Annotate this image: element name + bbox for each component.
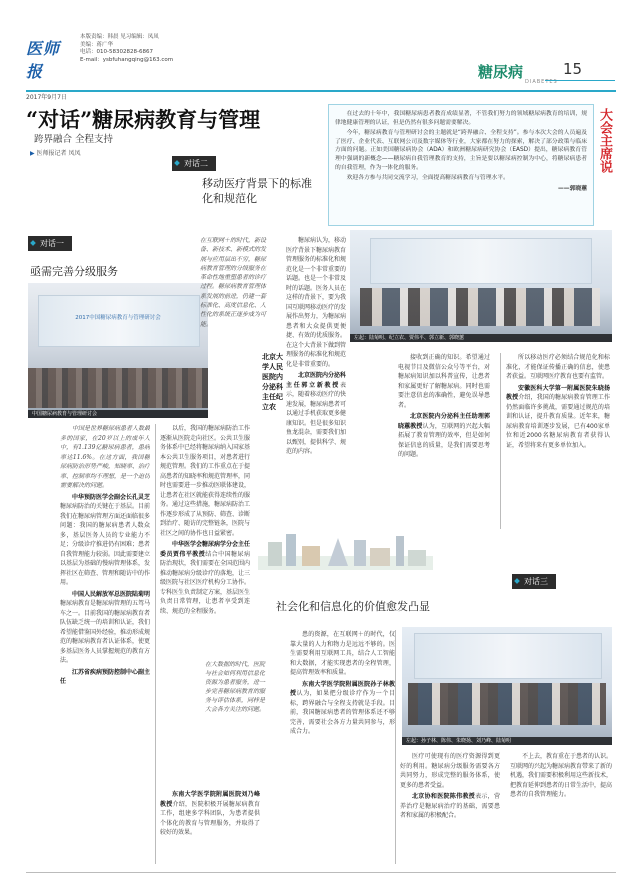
byline [30, 148, 80, 157]
paragraph-text: 介绍，医院积极开展糖尿病教育工作，组建多学科团队，为患者提供个体化的教育与管理服务，并取得了较好的效果。 [160, 800, 260, 836]
dialogue1-tag: 对话一 [28, 236, 72, 251]
intro-side-label: 大会主席说 [597, 108, 612, 173]
header-rule [26, 90, 616, 92]
issue-date: 2017年9月7日 [26, 94, 67, 101]
photo-caption: 左起：陆菊明、纪立农、贾伟平、郭立新、郭晓蕙 [350, 334, 612, 342]
photo-panel-3 [402, 627, 612, 745]
dialogue1-col3 [160, 790, 260, 865]
paragraph-text: 糖尿病教育是糖尿病管理的五驾马车之一。目前我国的糖尿病教育者队伍缺乏统一的培训和认证，我们希望能借鉴国外经验，推动形成规范的糖尿病教育者认证体系，使更多基层医务人员掌握规范的教育方法。 [60, 600, 150, 664]
section-en: DIABETES [525, 79, 558, 85]
paragraph-text: 接收到正确的知识。希望通过电视节目及微信公众号等平台，对糖尿病知识加以科普宣传，让患者和家属更好了解糖尿病。同时也需要注意信息的准确性，避免误导患者。 [398, 354, 490, 409]
speaker-name: 中国人民解放军总医院陆菊明 [72, 590, 150, 598]
dialogue2-tag: 对话二 [172, 156, 216, 171]
speaker-name: 北京医院内分泌科主任助理郭晓蕙教授 [398, 413, 490, 430]
banner-text: 2017中国糖尿病教育与管理研讨会 [75, 315, 161, 321]
speaker-name: 安徽医科大学第一附属医院朱晓扬教授 [506, 384, 610, 401]
speaker-name: 江苏省疾病预防控制中心副主任 [60, 668, 150, 685]
stage-banner [414, 633, 602, 679]
panel-speakers [408, 683, 606, 725]
section-badge [478, 61, 538, 79]
editor-info [80, 34, 200, 64]
photo-panel-2 [350, 230, 612, 342]
paragraph-text: 医疗可使现有的医疗资源得到更好的利用。糖尿病分级服务需要各方共同努力，形成完整的服务体系，使更多的患者受益。 [400, 753, 500, 789]
paragraph-text: 糖尿病认为，移动医疗背景下糖尿病教育管理服务的标准化和规范化是一个非常重要的话题。也是一个非常及时的话题。医务人员在这样的背景下，要为我国互联网移动医疗的发展作出努力，为糖尿病患者和大众提供更便捷、有效的优质服务。在这个大背景下做到管理服务的标准化和规范化是非常重要的。 [286, 237, 346, 368]
editor-line: 美编：蒋广华 [80, 41, 114, 48]
section-title: 糖尿病 [478, 63, 524, 81]
dialogue1-col1 [60, 424, 150, 862]
city-skyline-illustration [258, 520, 433, 570]
page-number: 15 [563, 60, 583, 78]
paragraph-text: 认为，互联网的兴起大幅拓展了教育管理的效率，但是如何保证信息的质量，是我们需要思考的问题。 [398, 422, 490, 458]
dialogue2-side-lead: 北京大学人民医院内分泌科主任纪立农 [262, 353, 283, 411]
dialogue2-quote: 在互联网＋的时代，新设备、新技术、新模式的发展与应用层出不穷，糖尿病教育管理的分级服务在革命性地重塑患者的诊疗过程。糖尿病教育管理体系发展的前进，仍建一套标准化、高度信息化、人性化的系统正逐步成为可能。 [200, 237, 267, 328]
intro-box [328, 104, 594, 226]
editor-line: E-mail：ysbfuhangqing@163.com [80, 56, 174, 63]
speaker-name: 东南大学医学院附属医院刘乃峰教授 [160, 791, 260, 808]
dialogue2-col2 [398, 353, 490, 529]
article-title: “对话”糖尿病教育与管理 [26, 107, 261, 132]
intro-paragraph: 在过去的十年中，我国糖尿病患者教育成绩显著，不管我们努力的领域糖尿病教育的培训，规律地健康管理的认证，但是仍然有很多问题需要解决。 [335, 111, 587, 126]
audience [28, 368, 208, 408]
intro-signature: ——郭晓蕙 [558, 185, 587, 192]
paragraph-text: 认为，如果把分级诊疗作为一个目标，跨界融合与全程支持就是手段。目前，我国糖尿病患者的管理体系还不够完善，需要社会各方力量共同参与，形成合力。 [290, 690, 395, 735]
byline-icon: ▶ [30, 150, 35, 157]
dialogue1-quote2: 在大数据的时代，医院与社会如何利用信息化资源为患者服务，进一步完善糖尿病教育的服务与评估体系，同样是大会各方关注的问题。 [205, 661, 266, 713]
paragraph-text: 表示，随着移动医疗的快速发展，糖尿病患者可以通过手机获取更多健康知识。但是很多知识鱼龙混杂，需要我们加以甄别，提供科学、规范的内容。 [286, 381, 346, 455]
intro-paragraph: 欢迎各方参与共同交流学习，全面提高糖尿病教育与管理水平。 [346, 175, 509, 182]
paragraph-text: 介绍，我国的糖尿病教育管理工作仍然面临许多挑战，需要通过规范的培训和认证，提升教育质量。近年来，糖尿病教育培训逐步发展，已有400家单位和近2000名糖尿病教育者获得认证，希望将来有更多单位加入。 [506, 394, 610, 449]
dialogue2-col1 [286, 236, 346, 474]
stage-banner [38, 295, 200, 347]
footer-rule [26, 872, 616, 873]
panel-speakers [360, 288, 600, 326]
page-number-bar [545, 60, 615, 81]
paragraph-text: 以后，我国的糖尿病防治工作逐渐从医院走向社区。公共卫生服务体系中已经将糖尿病纳入国家基本公共卫生服务项目，对患者进行规范管理。我们的工作重点在于提高患者的知晓率和规范管理率，同时也需要进一步推动医联体建设，让患者在社区就能获得连续性的服务。通过这些措施，糖尿病防治工作逐步形成了从预防、筛查、诊断到治疗、随访的完整链条，医院与社区之间的协作也日益紧密。 [160, 425, 250, 537]
paragraph-text: 不上去，教育重在于患者的认识。互联网的兴起为糖尿病教育带来了新的机遇，我们需要积极利用这些新技术，把教育延伸到患者的日常生活中，提高患者的自我管理能力。 [510, 753, 612, 798]
paragraph-text: 患的资源，在互联网＋的时代，仅靠大量的人力和物力是远远不够的。医生需要利用互联网工具，结合人工智能和大数据，才能实现患者的全程管理，提高管理效率和质量。 [290, 631, 395, 676]
paragraph-text: 表示，营养治疗是糖尿病治疗的基础，需要患者和家属的积极配合。 [400, 793, 500, 819]
column-divider [500, 353, 501, 529]
paragraph-text: 糖尿病防治的关键在于基层。目前我们在糖尿病管理方面还面临很多问题：我国的糖尿病患者人数众多，基层医务人员的专业能力不足；分级诊疗推进仍有困难；患者自我管理能力较弱。因此需要建立以基层为基础的慢病管理体系，发挥社区在筛查、管理和随访中的作用。 [60, 503, 150, 586]
photo-caption: 左起：孙子林、陈伟、朱晓扬、刘乃峰、陆菊明 [402, 737, 612, 745]
dialogue3-col1 [290, 630, 395, 865]
masthead-logo [26, 36, 76, 101]
byline-text: 医师报记者 凤凤 [36, 150, 81, 157]
dialogue1-heading: 亟需完善分级服务 [30, 265, 118, 278]
dialogue3-heading: 社会化和信息化的价值愈发凸显 [276, 600, 430, 613]
photo-caption: 中国糖尿病教育与管理研讨会 [28, 410, 208, 418]
stage-banner [370, 238, 592, 284]
skyline-icon [258, 520, 433, 570]
editor-line: 本版责编：韩晨 见习编辑：凤凤 [80, 34, 159, 40]
speaker-name: 东南大学医学院附属医院孙子林教授 [290, 680, 395, 697]
dialogue3-col2 [400, 752, 500, 864]
paragraph-text: 所以移动医疗必须结合规范化和标准化，才能保证传播正确的信息，使患者获益。互联网医疗教育也要有监管。 [506, 354, 610, 380]
dialogue2-col3 [506, 353, 610, 529]
speaker-name: 北京协和医院陈伟教授 [412, 793, 476, 800]
masthead-title: 医师报 [26, 39, 61, 81]
speaker-name: 中华预防医学会副会长孔灵芝 [72, 493, 150, 501]
editor-line: 电话：010-58302828-6867 [80, 49, 153, 55]
speaker-name: 北京医院内分泌科主任郭立新教授 [286, 372, 346, 389]
column-divider [395, 630, 396, 864]
speaker-name: 中华医学会糖尿病学分会主任委员贾伟平教授 [160, 541, 250, 558]
photo-conference-1 [28, 283, 208, 418]
intro-paragraph: 今年，糖尿病教育与管理研讨会的主题就是“跨界融合、全程支持”。参与本次大会的人员遍及了医疗、企业代表、互联网公司及数字媒体等行业，大家都在努力的探索，解决了部分政策与临床方面的问题。正如美国糖尿病协会（ADA）和欧洲糖尿病研究协会（EASD）提出，糖尿病教育管理中强调的新概念——糖尿病自我管理教育的支持，主旨是要以糖尿病控制为中心，将糖尿病患者的自我管理，作为一体化的服务。 [335, 130, 587, 171]
dialogue1-quote: 中国是世界糖尿病患者人数最多的国家，在20岁以上的成年人中，有1.139亿糖尿病患者，患病率达11.6%。在这方面，我国糖尿病防治形势严峻，知晓率、治疗率、控制率均不理想，是一个迫切需要解决的问题。 [60, 425, 150, 489]
dialogue3-col3 [510, 752, 612, 864]
article-subtitle: 跨界融合 全程支持 [34, 134, 114, 145]
column-divider [155, 424, 156, 864]
dialogue2-heading: 移动医疗背景下的标准化和规范化 [202, 177, 312, 205]
dialogue3-tag: 对话三 [512, 574, 556, 589]
paragraph-text: 结合中国糖尿病防治现状，我们需要在全国范围内推动糖尿病分级诊疗的落地，让三级医院与社区医疗机构分工协作。专科医生负责制定方案，基层医生负责日常管理，让患者享受到连续、规范的全程服务。 [160, 550, 250, 615]
